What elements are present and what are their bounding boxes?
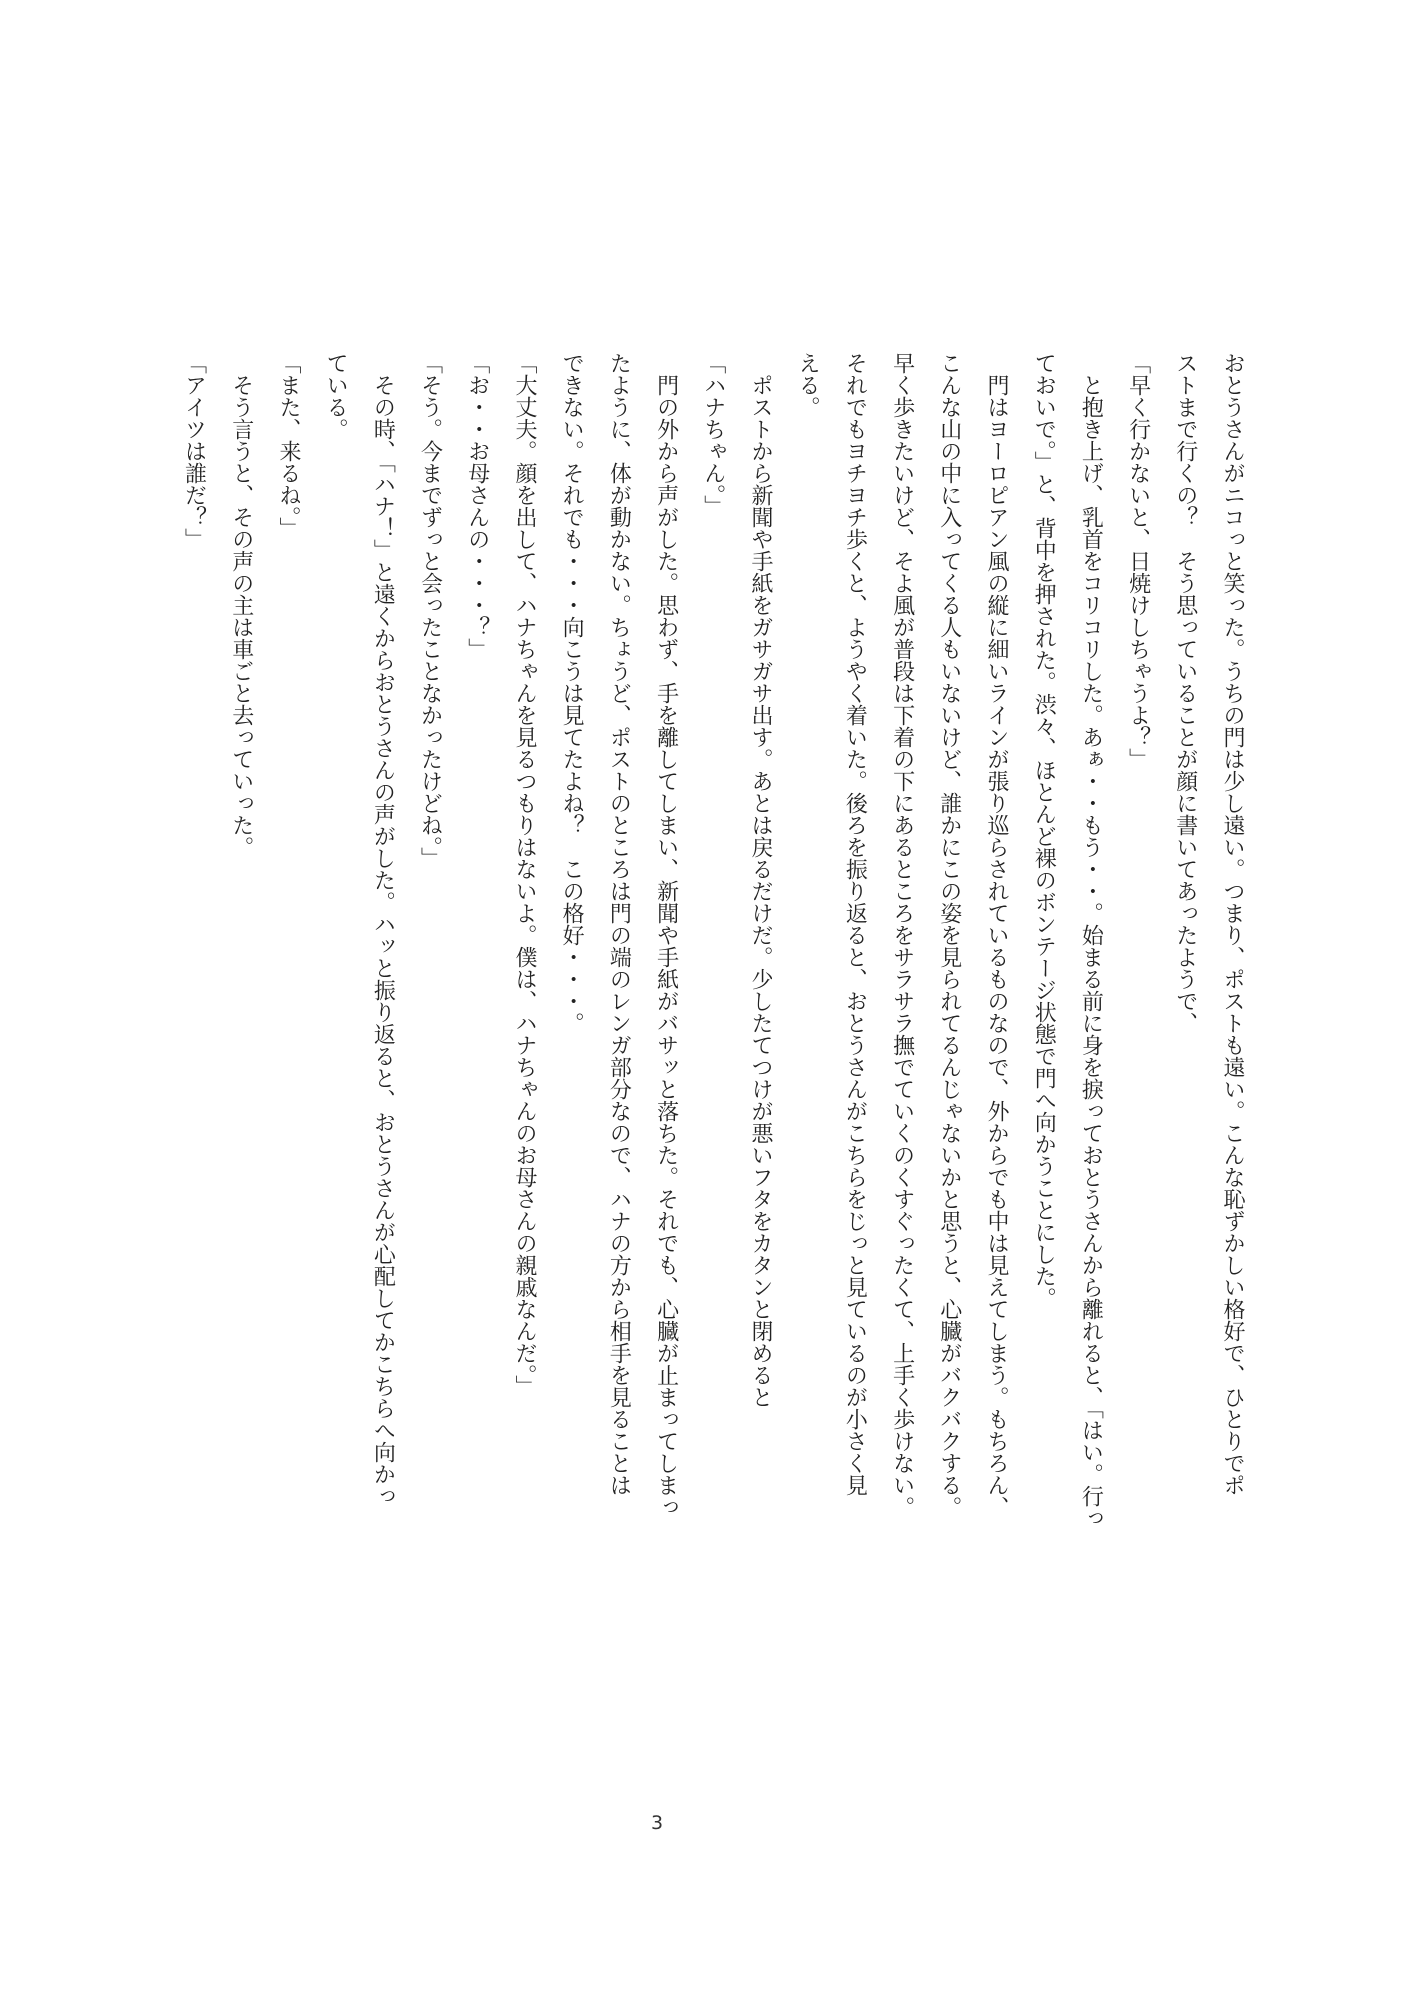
text-line: 早く歩きたいけど、そよ風が普段は下着の下にあるところをサラサラ撫でていくのくすぐったくて、上手く歩けない。 [889, 352, 915, 1518]
text-line: おとうさんがニコっと笑った。うちの門は少し遠い。つまり、ポストも遠い。こんな恥ずかしい格好で、ひとりでポ [1220, 352, 1245, 1496]
text-line: 「また、来るね。」 [275, 352, 301, 539]
text-line: ポストから新聞や手紙をガサガサ出す。あとは戻るだけだ。少したてつけが悪いフタをカタンと閉めると [747, 352, 773, 1408]
text-line: ストまで行くの？ そう思っていることが顔に書いてあったようで、 [1172, 352, 1198, 1034]
text-line: できない。それでも・・・向こうは見てたよね？ この格好・・・。 [559, 352, 585, 1034]
text-line: える。 [795, 352, 821, 418]
text-line: ている。 [323, 352, 349, 440]
text-line: 「そう。今までずっと会ったことなかったけどね。」 [417, 352, 443, 869]
text-line: 「アイツは誰だ？」 [181, 352, 207, 550]
text-line: 「早く行かないと、日焼けしちゃうよ？」 [1125, 352, 1151, 770]
vertical-text-body [154, 352, 1256, 1552]
text-line: 「お・・お母さんの・・・？」 [464, 352, 490, 660]
text-line: たように、体が動かない。ちょうど、ポストのところは門の端のレンガ部分なので、ハナの方から相手を見ることは [606, 352, 632, 1496]
text-line: そう言うと、その声の主は車ごと去っていった。 [228, 352, 254, 858]
text-line: 「ハナちゃん。」 [700, 352, 726, 517]
text-line: と抱き上げ、乳首をコリコリした。あぁ・・もう・・。始まる前に身を捩っておとうさんから離れると、「はい。行っ [1078, 352, 1104, 1529]
page-number: 3 [650, 1812, 664, 1834]
text-line: 門はヨーロピアン風の縦に細いラインが張り巡らされているものなので、外からでも中は見えてしまう。もちろん、 [983, 352, 1009, 1518]
text-line: 「大丈夫。顔を出して、ハナちゃんを見るつもりはないよ。僕は、ハナちゃんのお母さんの親戚なんだ。」 [511, 352, 537, 1397]
text-line: その時、「ハナ！」と遠くからおとうさんの声がした。ハッと振り返ると、おとうさんが心配してかこちらへ向かっ [370, 352, 396, 1507]
text-line: 門の外から声がした。思わず、手を離してしまい、新聞や手紙がバサッと落ちた。それでも、心臓が止まってしまっ [653, 352, 679, 1518]
text-line: ておいで。」と、背中を押された。渋々、ほとんど裸のボンテージ状態で門へ向かうことにした。 [1031, 352, 1057, 1309]
text-line: それでもヨチヨチ歩くと、ようやく着いた。後ろを振り返ると、おとうさんがこちらをじっと見ているのが小さく見 [842, 352, 868, 1496]
text-line: こんな山の中に入ってくる人もいないけど、誰かにこの姿を見られてるんじゃないかと思うと、心臓がバクバクする。 [936, 352, 962, 1518]
